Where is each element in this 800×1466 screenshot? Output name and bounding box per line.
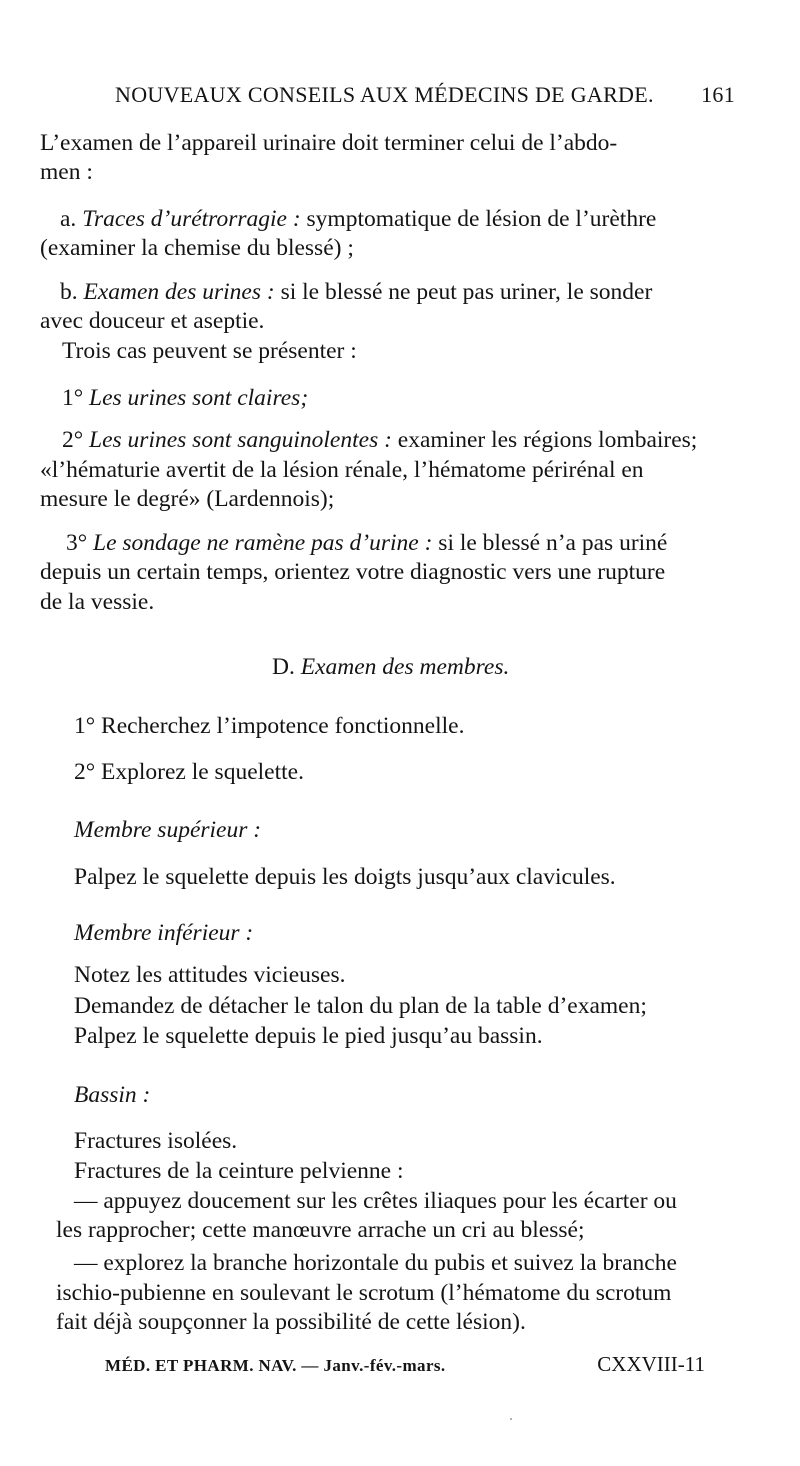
item-b-line-1 — [40, 277, 652, 307]
case-2-line-2: «l’hématurie avertit de la lésion rénale, l’hématome périrénal en — [40, 457, 644, 483]
membre-superieur-text: Palpez le squelette depuis les doigts jusqu’aux clavicules. — [74, 864, 616, 890]
paragraph-intro-line-1: L’examen de l’appareil urinaire doit terminer celui de l’abdo- — [40, 130, 618, 156]
bassin-heading: Bassin : — [74, 1082, 151, 1108]
page-number: 161 — [701, 82, 735, 107]
item-a-title: Traces d’urétrorragie : — [82, 206, 301, 232]
section-d-heading — [272, 652, 509, 682]
bassin-line-1: Fractures isolées. — [74, 1128, 238, 1154]
case-3-line-1 — [66, 528, 667, 558]
case-3-title: Le sondage ne ramène pas d’urine : — [93, 530, 433, 556]
case-1-number: 1° — [62, 385, 84, 411]
case-3-number: 3° — [66, 530, 88, 556]
case-3-line-2: depuis un certain temps, orientez votre diagnostic vers une rupture — [40, 559, 666, 585]
item-b-title: Examen des urines : — [83, 279, 275, 305]
case-2-text: examiner les régions lombaires; — [397, 427, 698, 453]
item-b-text: si le blessé ne peut pas uriner, le sonder — [280, 279, 653, 305]
case-1-title: Les urines sont claires; — [89, 385, 309, 411]
bassin-line-3: — appuyez doucement sur les crêtes iliaques pour les écarter ou — [74, 1188, 677, 1214]
membre-inferieur-line-1: Notez les attitudes vicieuses. — [74, 962, 346, 988]
case-3-text: si le blessé n’a pas uriné — [438, 530, 668, 556]
paragraph-intro-line-2: men : — [40, 159, 93, 185]
case-2-title: Les urines sont sanguinolentes : — [89, 427, 392, 453]
membre-inferieur-line-2: Demandez de détacher le talon du plan de la table d’examen; — [74, 993, 647, 1019]
three-cases-line: Trois cas peuvent se présenter : — [62, 338, 357, 364]
case-2-number: 2° — [62, 427, 84, 453]
item-b-line-2: avec douceur et aseptie. — [40, 308, 265, 334]
item-a-line-1 — [40, 204, 656, 234]
bassin-line-5: — explorez la branche horizontale du pubis et suivez la branche — [74, 1250, 677, 1276]
bassin-line-7: fait déjà soupçonner la possibilité de cette lésion). — [56, 1309, 526, 1335]
section-d-title: Examen des membres. — [300, 654, 510, 680]
case-1 — [62, 383, 308, 413]
bassin-line-4: les rapprocher; cette manœuvre arrache un cri au blessé; — [56, 1217, 585, 1243]
section-d-label: D. — [272, 654, 295, 680]
case-2-line-3: mesure le degré» (Lardennois); — [40, 486, 335, 512]
case-3-line-3: de la vessie. — [40, 589, 155, 615]
membre-inferieur-heading: Membre inférieur : — [74, 920, 254, 946]
footer-signature: CXXVIII-11 — [597, 1352, 705, 1376]
item-a-text: symptomatique de lésion de l’urèthre — [306, 206, 657, 232]
page-header — [115, 82, 735, 112]
item-a-label: a. — [60, 206, 77, 232]
footer-journal: MÉD. ET PHARM. NAV. — Janv.-fév.-mars. — [105, 1356, 446, 1375]
step-2: 2° Explorez le squelette. — [74, 759, 304, 785]
step-1: 1° Recherchez l’impotence fonctionnelle. — [74, 713, 465, 739]
bassin-line-2: Fractures de la ceinture pelvienne : — [74, 1158, 404, 1184]
membre-superieur-heading: Membre supérieur : — [74, 817, 262, 843]
running-title: NOUVEAUX CONSEILS AUX MÉDECINS DE GARDE. — [115, 82, 654, 107]
item-a-line-2: (examiner la chemise du blessé) ; — [40, 235, 354, 261]
bassin-line-6: ischio-pubienne en soulevant le scrotum (l’hématome du scrotum — [56, 1280, 672, 1306]
speck-mark — [510, 1418, 512, 1420]
item-b-label: b. — [60, 279, 78, 305]
membre-inferieur-line-3: Palpez le squelette depuis le pied jusqu’au bassin. — [74, 1023, 543, 1049]
case-2-line-1 — [62, 425, 697, 455]
